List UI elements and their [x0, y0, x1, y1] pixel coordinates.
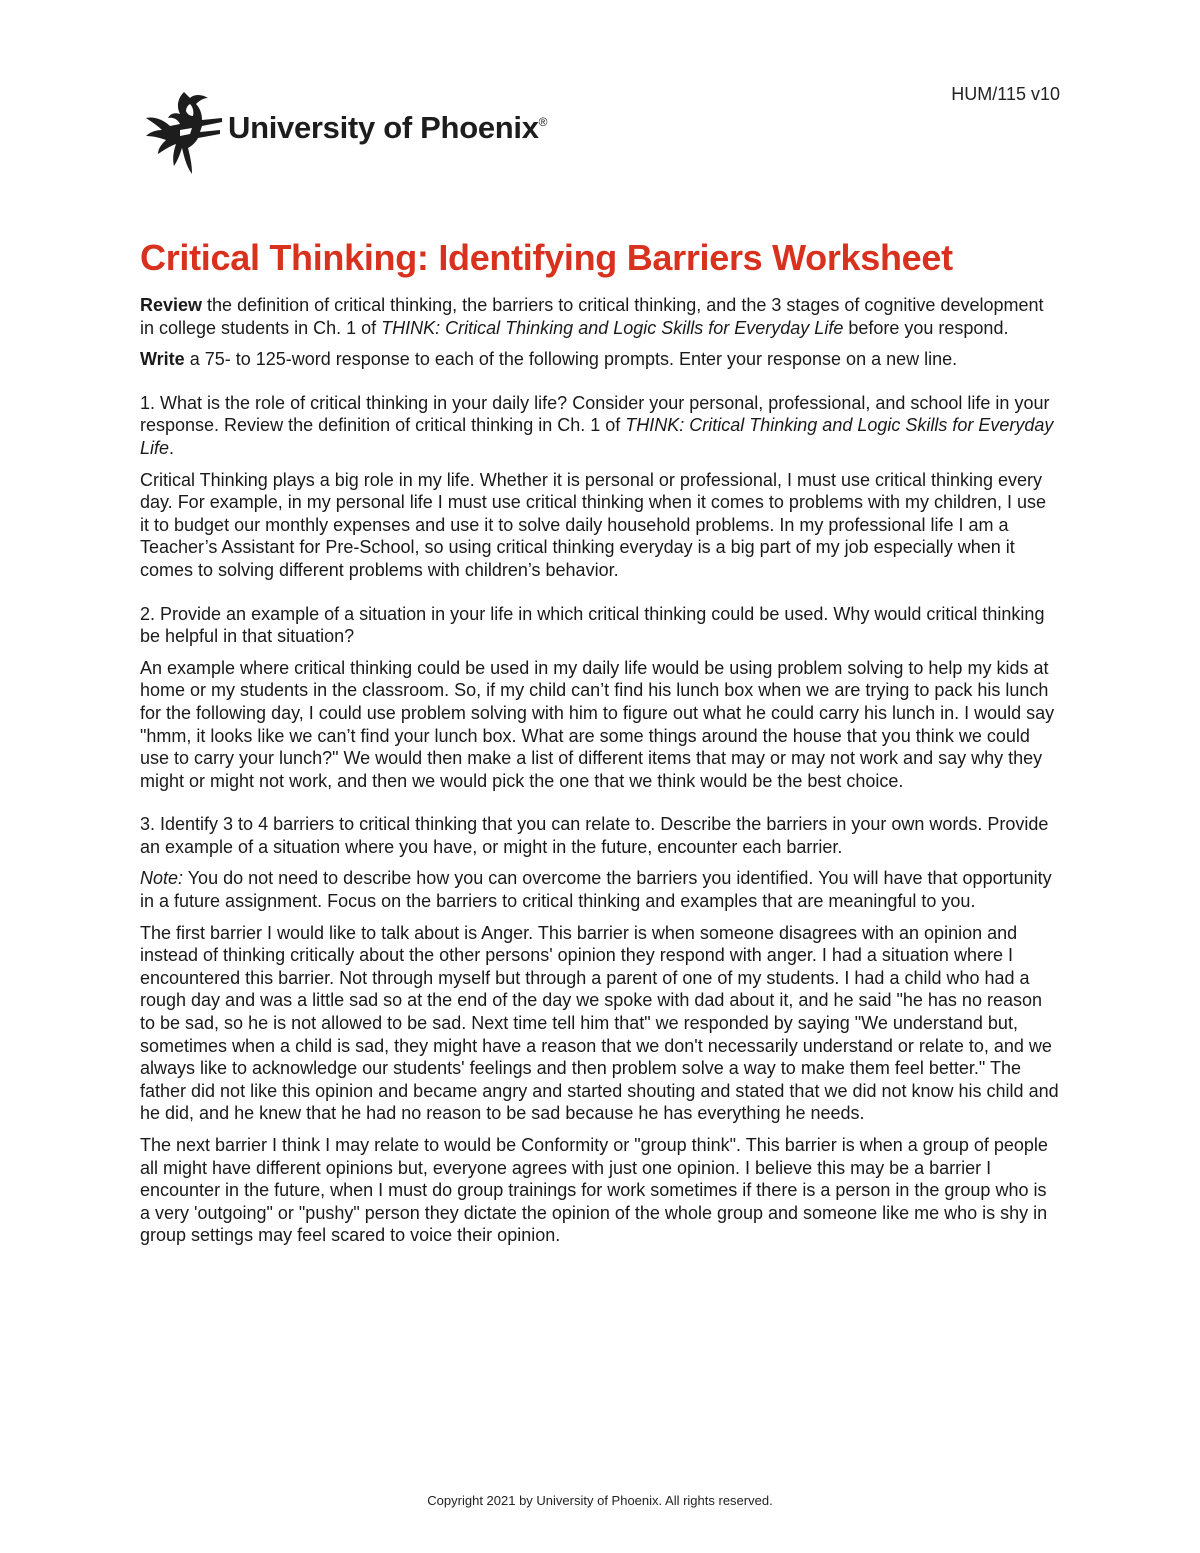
question-1-answer: Critical Thinking plays a big role in my life. Whether it is personal or professional, I must use critical thinking every day. For example, in my personal life I must use critical thinking when it comes to problems with my children, I use it to budget our monthly expenses and use it to solve daily household problems. In my professional life I am a Teacher’s Assistant for Pre-School, so using critical thinking everyday is a big part of my job especially when it comes to solving different problems with children’s behavior. — [140, 469, 1047, 580]
question-3-prompt: 3. Identify 3 to 4 barriers to critical thinking that you can relate to. Describe the barriers in your own words. Provide an example of a situation where you have, or might in the future, encounter each barrier. — [140, 814, 1049, 857]
copyright-footer: Copyright 2021 by University of Phoenix. All rights reserved. — [427, 1493, 773, 1508]
university-name: University of Phoenix® — [228, 109, 548, 145]
question-3-answer-conformity: The next barrier I think I may relate to would be Conformity or "group think". This barrier is when a group of people all might have different opinions but, everyone agrees with just one opinion. I believe this may be a barrier I encounter in the future, when I must do group trainings for work sometimes if there is a person in the group who is a very 'outgoing" or "pushy" person they dictate the opinion of the whole group and someone like me who is shy in group settings may feel scared to voice their opinion. — [140, 1135, 1048, 1246]
write-instruction: Write a 75- to 125-word response to each of the following prompts. Enter your response on a new line. — [140, 349, 958, 370]
worksheet-body — [140, 236, 1060, 1247]
course-code: HUM/115 v10 — [951, 84, 1060, 104]
review-instruction: Review the definition of critical thinking, the barriers to critical thinking, and the 3 stages of cognitive development in college students in Ch. 1 of THINK: Critical Thinking and Logic Skills for Everyday Life before you respond. — [140, 295, 1044, 338]
question-2-answer: An example where critical thinking could be used in my daily life would be using problem solving to help my kids at home or my students in the classroom. So, if my child can’t find his lunch box when we are trying to pack his lunch for the following day, I could use problem solving with him to figure out what he could carry his lunch in. I would say "hmm, it looks like we can’t find your lunch box. What are some things around the house that you think we could use to carry your lunch?" We would then make a list of different items that may or may not work and say why they might or might not work, and then we would pick the one that we think would be the best choice. — [140, 657, 1055, 791]
question-3-note: Note: You do not need to describe how you can overcome the barriers you identified. You will have that opportunity in a future assignment. Focus on the barriers to critical thinking and examples that are meaningful to you. — [140, 868, 1052, 912]
university-logo — [140, 86, 547, 181]
phoenix-bird-icon — [140, 86, 226, 181]
question-3-answer-anger: The first barrier I would like to talk about is Anger. This barrier is when someone disagrees with an opinion and instead of thinking critically about the other persons' opinion they respond with anger. I had a situation where I encountered this barrier. Not through myself but through a parent of one of my students. I had a child who had a rough day and was a little sad so at the end of the day we spoke with dad about it, and he said "he has no reason to be sad, so he is not allowed to be sad. Next time tell him that" we responded by saying "We understand but, sometimes when a child is sad, they might have a reason that we don't necessarily understand or relate to, and we always like to acknowledge our students' feelings and then problem solve a way to make them feel better." The father did not like this opinion and became angry and started shouting and stated that we did not know his child and he did, and he knew that he had no reason to be sad because he has everything he needs. — [140, 922, 1059, 1124]
question-1-prompt: 1. What is the role of critical thinking in your daily life? Consider your personal, professional, and school life in your response. Review the definition of critical thinking in Ch. 1 of THINK: Critical Thinking and Logic Skills for Everyday Life. — [140, 392, 1054, 458]
worksheet-title: Critical Thinking: Identifying Barriers Worksheet — [140, 237, 953, 278]
question-2-prompt: 2. Provide an example of a situation in your life in which critical thinking could be used. Why would critical thinking be helpful in that situation? — [140, 603, 1045, 647]
